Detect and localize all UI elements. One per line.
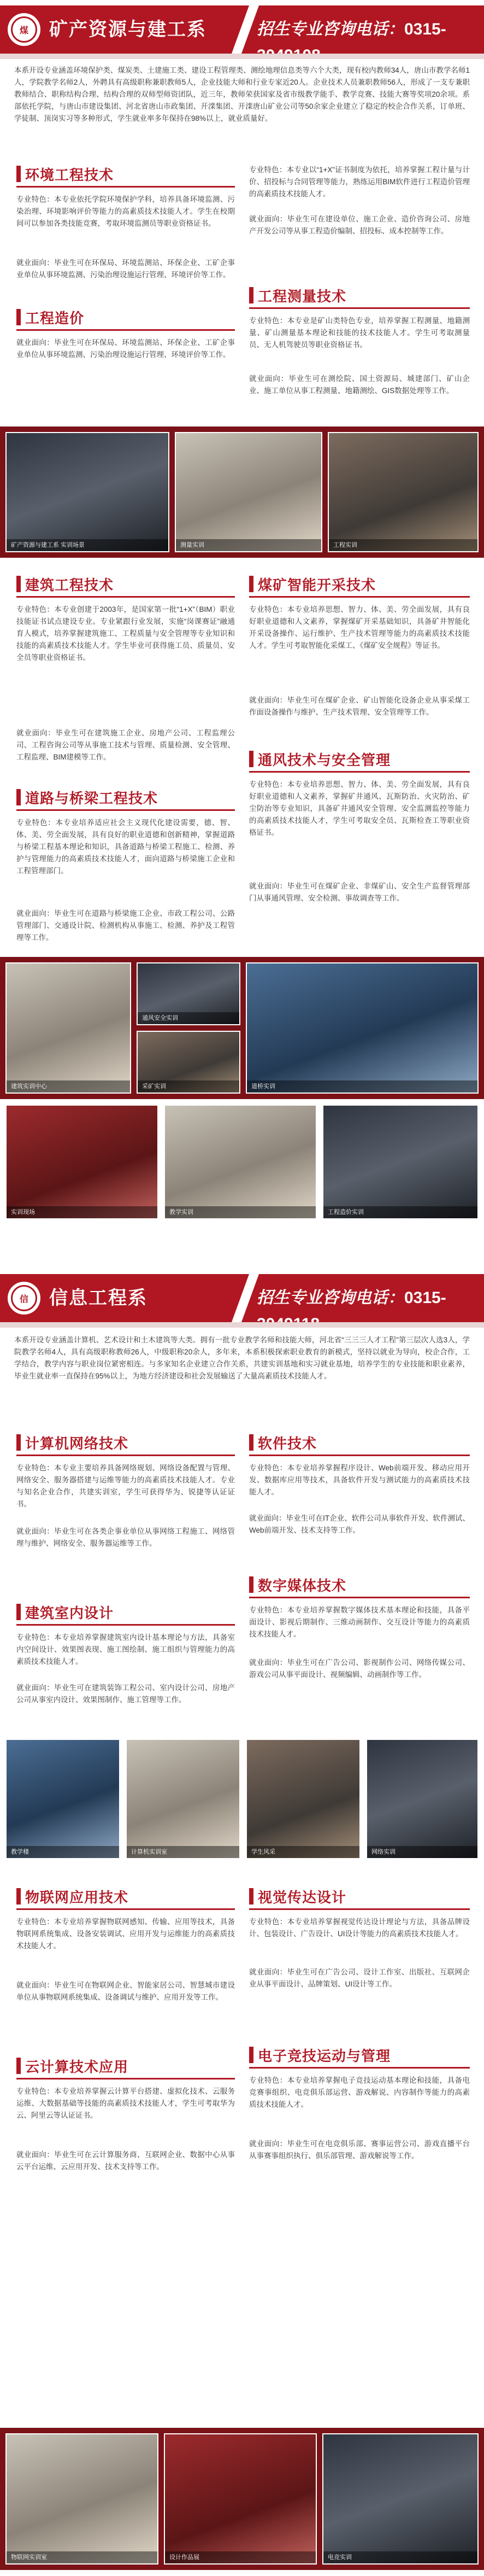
section-title-esports: 电子竞技运动与管理 — [249, 2045, 391, 2065]
department-logo — [8, 13, 40, 46]
header-band-mining — [0, 5, 484, 54]
divider-slash — [232, 5, 259, 54]
section-title-network: 计算机网络技术 — [16, 1433, 128, 1452]
section-title-survey: 工程测量技术 — [249, 285, 346, 305]
section-rule — [249, 307, 470, 309]
photo: 实训现场 — [5, 1105, 158, 1219]
section-title-ventilation: 通风技术与安全管理 — [249, 749, 391, 769]
section-rule — [16, 1455, 235, 1456]
section-text-env-jobs: 就业面向：毕业生可在环保局、环境监测站、环保企业、工矿企事业单位从事环境监测、污染治理设施运行管理、环境评价等工作。 — [16, 259, 235, 279]
section-text-survey-jobs: 就业面向：毕业生可在测绘院、国土资源局、城建部门、矿山企业、施工单位从事工程测量、地籍测绘、GIS数据处理等工作。 — [249, 375, 470, 395]
photo: 教学实训 — [164, 1105, 317, 1219]
photo: 通风安全实训 — [137, 962, 240, 1025]
section-text-road-feature: 专业特色：本专业培养适应社会主义现代化建设需要，德、智、体、美、劳全面发展，具有良好的职业道德和创新精神，掌握道路与桥梁工程基本理论和知识，具备道路与桥梁工程施工、检测、养护与管理能力的高素质技术技能人才，面向道路与桥梁施工企业和工程管理部门。 — [16, 819, 235, 875]
section-text-survey-feature: 专业特色：本专业是矿山类特色专业，培养掌握工程测量、地籍测量、矿山测量基本理论和技能的技术技能人才。学生可考取测量员、无人机驾驶员等职业资格证书。 — [249, 317, 470, 349]
intro-text: 本系开设专业涵盖计算机、艺术设计和土木建筑等大类。拥有一批专业教学名师和技能大师，河北省“三三三人才工程”第三层次人选3人，学院教学名师4人，具有高级职称教师26人，中级职称20余人，多年来，本系积极探索职业教育的新模式，坚持以就业为导向，校企合作，工学结合，教学内容与职业岗位紧密相连。与多家知名企业建立合作关系，共建实训基地和实习就业基地，培养学生的专业技能和职业素养，毕业生就业率一直保持在95%以上，为地方经济建设和社会发展输送了大量高素质技术技能人才。 — [14, 1336, 470, 1380]
section-title-mining: 煤矿智能开采技术 — [249, 574, 376, 594]
section-title-vision: 视觉传达设计 — [249, 1886, 346, 1906]
section-text-software-jobs: 就业面向：毕业生可在IT企业、软件公司从事软件开发、软件测试、Web前端开发、技术支持等工作。 — [249, 1514, 470, 1534]
logo-glyph: 信 — [11, 1285, 37, 1311]
section-rule — [16, 1624, 235, 1626]
photo: 学生风采 — [246, 1739, 361, 1859]
section-text-digital-media-feature: 专业特色：本专业培养掌握数字媒体技术基本理论和技能，具备平面设计、影视后期制作、三维动画制作、交互设计等能力的高素质技术技能人才。 — [249, 1606, 470, 1638]
section-text-project-feature: 专业特色：本专业以“1+X”证书制度为依托，培养掌握工程计量与计价、招投标与合同管理等能力，熟练运用BIM软件进行工程造价管理的高素质技术技能人才。 — [249, 166, 470, 198]
section-text-digital-media-jobs: 就业面向：毕业生可在广告公司、影视制作公司、网络传媒公司、游戏公司从事平面设计、视频编辑、动画制作等工作。 — [249, 1658, 470, 1679]
section-text-ventilation-feature: 专业特色：本专业培养思想、智力、体、美、劳全面发展，具有良好职业道德和人文素养，掌握矿井通风、瓦斯防治、火灾防治、矿尘防治等专业知识，具备矿井通风安全管理、安全监测监控等能力的高素质技术技能人才，学生可考取安全员、瓦斯检查工等职业资格证书。 — [249, 780, 470, 837]
photo: 工程实训 — [328, 432, 479, 552]
section-rule — [16, 186, 235, 188]
photo: 网络实训 — [366, 1739, 479, 1859]
section-rule — [249, 596, 470, 598]
section-rule — [249, 771, 470, 773]
section-text-env-feature: 专业特色：本专业依托学院环境保护学科，培养具备环境监测、污染治理、环境影响评价等能力的高素质技术技能人才。学生在校期间可以参加各类技能竞赛，考取环境监测员等职业资格证书。 — [16, 195, 235, 227]
section-title-build: 建筑工程技术 — [16, 574, 114, 594]
section-title-env: 环境工程技术 — [16, 164, 114, 184]
department-title: 矿产资源与建工系 — [49, 19, 206, 40]
section-title-digital-media: 数字媒体技术 — [249, 1575, 346, 1594]
section-text-mining-feature: 专业特色：本专业培养思想、智力、体、美、劳全面发展，具有良好职业道德和人文素养，掌握煤矿开采基础知识，具备矿井智能化开采设备操作、运行维护、生产技术管理等能力的高素质技术技能人才。学生可考取智能化采煤工、《煤矿安全规程》等证书。 — [249, 605, 470, 650]
photo: 计算机实训室 — [126, 1739, 240, 1859]
intro-text: 本系开设专业涵盖环境保护类、煤炭类、土建施工类、建设工程管理类、测绘地理信息类等六个大类，现有校内教师34人，唐山市教学名师1人，学院教学名师2人，外聘具有高级职称兼职教师5人，企业技能大师和行业专家近20人。企业技术人员兼职教师56人，形成了一支专兼职教师结合、职称结构合理、结构合理的双师型师资团队，近三年，教师荣获国家及省市级教学能手、教学竞赛、技能大赛等奖项20余项。系部依托学院，与唐山市建设集团、河北省唐山市政集团、开滦集团、开滦唐山矿业公司等50余家企业建立了稳定的校企合作关系，订单班、学徒制、顶岗实习等多种形式，学生就业率多年保持在98%以上，就业质量好。 — [14, 66, 470, 122]
section-text-project-jobs: 就业面向：毕业生可在建设单位、施工企业、造价咨询公司、房地产开发公司等从事工程造价编制、招投标、成本控制等工作。 — [249, 215, 470, 235]
section-rule — [16, 809, 235, 811]
section-text-iot-feature: 专业特色：本专业培养掌握物联网感知、传输、应用等技术，具备物联网系统集成、设备安装调试、应用开发与运维能力的高素质技术技能人才。 — [16, 1918, 235, 1950]
section-text-vision-feature: 专业特色：本专业培养掌握视觉传达设计理论与方法，具备品牌设计、包装设计、广告设计、UI设计等能力的高素质技术技能人才。 — [249, 1918, 470, 1938]
section-text-network-feature: 专业特色：本专业主要培养具备网络规划、网络设备配置与管理、网络安全、服务器搭建与运维等能力的高素质技术技能人才。专业与知名企业合作，共建实训室，学生可获得华为、锐捷等认证证书。 — [16, 1464, 235, 1508]
section-text-network-jobs: 就业面向：毕业生可在各类企事业单位从事网络工程施工、网络管理与维护、网络安全、服务器运维等工作。 — [16, 1527, 235, 1547]
section-rule — [249, 1908, 470, 1910]
section-text-ventilation-jobs: 就业面向：毕业生可在煤矿企业、非煤矿山、安全生产监督管理部门从事通风管理、安全检测、事故调查等工作。 — [249, 882, 470, 902]
department-logo — [8, 1282, 40, 1315]
section-title-iot: 物联网应用技术 — [16, 1886, 128, 1906]
section-title-project: 工程造价 — [16, 307, 84, 327]
section-rule — [16, 2078, 235, 2080]
hotline — [257, 16, 484, 43]
department-intro — [14, 65, 470, 125]
section-text-road-jobs: 就业面向：毕业生可在道路与桥梁施工企业、市政工程公司、公路管理部门、交通设计院、检测机构从事施工、检测、养护及工程管理等工作。 — [16, 909, 235, 942]
hotline-label: 招生专业咨询电话： — [257, 20, 404, 38]
photo: 道桥实训 — [246, 962, 479, 1094]
photo: 采矿实训 — [137, 1031, 240, 1094]
section-text-build-jobs: 就业面向：毕业生可在建筑施工企业、房地产公司、工程监理公司、工程咨询公司等从事施工技术与管理、质量检测、安全管理、工程监理、BIM建模等工作。 — [16, 729, 235, 761]
logo-glyph: 煤 — [11, 16, 37, 43]
hotline — [257, 1285, 484, 1311]
section-text-esports-jobs: 就业面向：毕业生可在电竞俱乐部、赛事运营公司、游戏直播平台从事赛事组织执行、俱乐部管理、游戏解说等工作。 — [249, 2140, 470, 2160]
photo: 测量实训 — [175, 432, 322, 552]
section-title-interior: 建筑室内设计 — [16, 1602, 114, 1622]
header-strip — [0, 54, 484, 59]
section-text-interior-feature: 专业特色：本专业培养掌握建筑室内设计基本理论与方法，具备室内空间设计、效果图表现、施工图绘制、施工组织与管理能力的高素质技术技能人才。 — [16, 1633, 235, 1666]
section-text-mining-jobs: 就业面向：毕业生可在煤矿企业、矿山智能化设备企业从事采煤工作面设备操作与维护、生产技术管理、安全管理等工作。 — [249, 696, 470, 716]
photo: 设计作品展 — [164, 2433, 317, 2565]
section-rule — [16, 1908, 235, 1910]
photo: 工程造价实训 — [322, 1105, 479, 1219]
photo: 教学楼 — [5, 1739, 120, 1859]
photo: 物联网实训室 — [5, 2433, 158, 2565]
photo: 电竞实训 — [322, 2433, 479, 2565]
photo: 建筑实训中心 — [5, 962, 131, 1094]
hotline-number[interactable]: 0315- — [404, 1289, 446, 1307]
section-title-software: 软件技术 — [249, 1433, 317, 1452]
header-band-info — [0, 1274, 484, 1322]
section-title-cloud: 云计算技术应用 — [16, 2056, 128, 2076]
department-title: 信息工程系 — [49, 1288, 147, 1309]
section-text-iot-jobs: 就业面向：毕业生可在物联网企业、智能家居公司、智慧城市建设单位从事物联网系统集成、设备调试与维护、应用开发等工作。 — [16, 1981, 235, 2001]
section-title-road: 道路与桥梁工程技术 — [16, 787, 158, 807]
section-text-cloud-feature: 专业特色：本专业培养掌握云计算平台搭建、虚拟化技术、云服务运维、大数据基础等技能的高素质技术技能人才，学生可考取华为云、阿里云等认证证书。 — [16, 2087, 235, 2119]
section-text-interior-jobs: 就业面向：毕业生可在建筑装饰工程公司、室内设计公司、房地产公司从事室内设计、效果图制作、施工管理等工作。 — [16, 1684, 235, 1704]
section-rule — [16, 329, 235, 331]
section-text-build-feature: 专业特色：本专业创建于2003年，是国家第一批“1+X”（BIM）职业技能证书试点建设专业。专业紧跟行业发展，实施“岗课赛证”融通育人模式，培养掌握建筑施工、工程质量与安全管理等专业知识和技能的高素质技术技能人才。学生毕业可获得施工员、质量员、安全员等职业资格证书。 — [16, 605, 235, 662]
section-rule — [249, 1597, 470, 1598]
section-text-vision-jobs: 就业面向：毕业生可在广告公司、设计工作室、出版社、互联网企业从事平面设计、品牌策划、UI设计等工作。 — [249, 1968, 470, 1988]
section-text-cloud-jobs: 就业面向：毕业生可在云计算服务商、互联网企业、数据中心从事云平台运维、云应用开发、技术支持等工作。 — [16, 2151, 235, 2171]
section-text-project-extra: 就业面向：毕业生可在环保局、环境监测站、环保企业、工矿企事业单位从事环境监测、污染治理设施运行管理、环境评价等工作。 — [16, 338, 235, 359]
photo: 矿产资源与建工系 实训场景 — [5, 432, 169, 552]
section-rule — [249, 1455, 470, 1456]
section-rule — [16, 596, 235, 598]
header-strip — [0, 1322, 484, 1328]
department-intro — [14, 1334, 470, 1382]
divider-slash — [232, 1274, 259, 1322]
section-text-software-feature: 专业特色：本专业培养掌握程序设计、Web前端开发、移动应用开发、数据库应用等技术，具备软件开发与测试能力的高素质技术技能人才。 — [249, 1464, 470, 1496]
hotline-number[interactable]: 0315- — [404, 20, 446, 38]
hotline-label: 招生专业咨询电话： — [257, 1289, 404, 1307]
section-rule — [249, 2067, 470, 2069]
section-text-esports-feature: 专业特色：本专业培养掌握电子竞技运动基本理论和技能，具备电竞赛事组织、电竞俱乐部运营、游戏解说、内容制作等能力的高素质技术技能人才。 — [249, 2076, 470, 2108]
